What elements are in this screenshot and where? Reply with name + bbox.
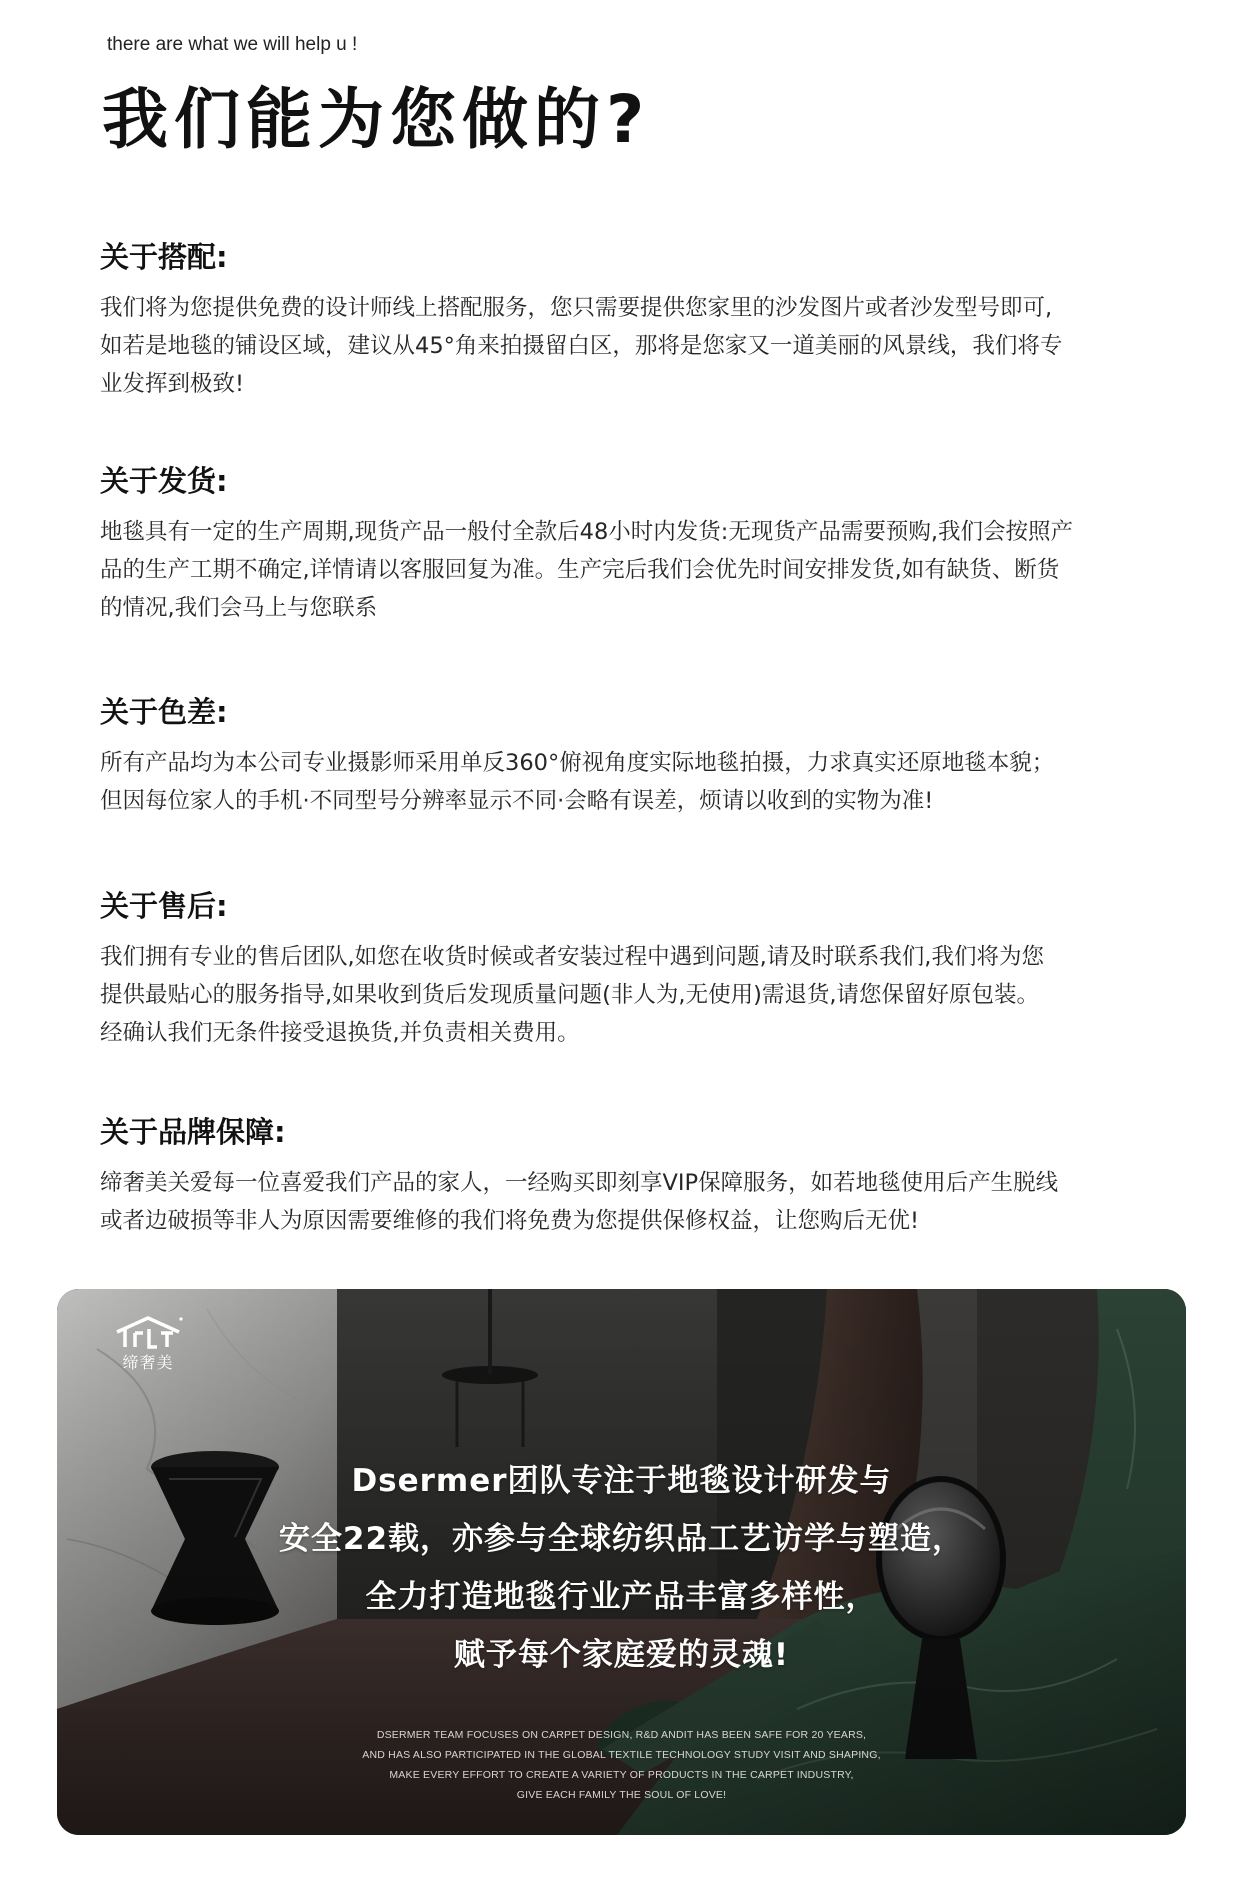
section-body-matching [100, 289, 1160, 403]
tagline: there are what we will help u ! [107, 34, 358, 55]
body-line: 的情况,我们会马上与您联系 [100, 594, 378, 621]
section-matching [100, 240, 1160, 403]
body-line: 地毯具有一定的生产周期,现货产品一般付全款后48小时内发货:无现货产品需要预购,我们会按照产 [100, 518, 1074, 545]
english-line: GIVE EACH FAMILY THE SOUL OF LOVE! [516, 1789, 727, 1801]
section-heading-color-difference: 关于色差: [100, 695, 228, 729]
section-shipping [100, 464, 1160, 627]
slogan-line: 赋予每个家庭爱的灵魂! [453, 1637, 790, 1673]
page-title: 我们能为您做的? [102, 81, 651, 158]
body-line: 我们拥有专业的售后团队,如您在收货时候或者安装过程中遇到问题,请及时联系我们,我们将为您 [100, 943, 1044, 970]
brand-banner [57, 1289, 1186, 1835]
section-brand-guarantee [100, 1115, 1160, 1240]
body-line: 如若是地毯的铺设区域，建议从45°角来拍摄留白区，那将是您家又一道美丽的风景线，我们将专 [100, 332, 1063, 359]
body-line: 业发挥到极致! [100, 370, 245, 397]
body-line: 我们将为您提供免费的设计师线上搭配服务，您只需要提供您家里的沙发图片或者沙发型号即可, [100, 294, 1053, 321]
section-heading-matching: 关于搭配: [100, 240, 228, 274]
body-line: 缔奢美关爱每一位喜爱我们产品的家人，一经购买即刻享VIP保障服务，如若地毯使用后产生脱线 [100, 1169, 1059, 1196]
body-line: 或者边破损等非人为原因需要维修的我们将免费为您提供保修权益，让您购后无优! [100, 1207, 920, 1234]
section-heading-shipping: 关于发货: [100, 464, 228, 498]
brand-logo [103, 1315, 193, 1373]
banner-english-text [57, 1725, 1186, 1805]
section-heading-after-sales: 关于售后: [100, 889, 228, 923]
section-after-sales [100, 889, 1160, 1052]
section-color-difference [100, 695, 1160, 820]
english-line: AND HAS ALSO PARTICIPATED IN THE GLOBAL TEXTILE TECHNOLOGY STUDY VISIT AND SHAPING, [362, 1749, 881, 1761]
banner-slogan [57, 1452, 1186, 1684]
section-body-color-difference [100, 744, 1160, 820]
section-body-shipping [100, 513, 1160, 627]
section-body-brand-guarantee [100, 1164, 1160, 1240]
section-heading-brand-guarantee: 关于品牌保障: [100, 1115, 286, 1149]
english-line: DSERMER TEAM FOCUSES ON CARPET DESIGN, R&D ANDIT HAS BEEN SAFE FOR 20 YEARS, [376, 1729, 867, 1741]
section-body-after-sales [100, 938, 1160, 1052]
body-line: 经确认我们无条件接受退换货,并负责相关费用。 [100, 1019, 580, 1046]
brand-logo-text: 缔奢美 [122, 1353, 174, 1372]
body-line: 所有产品均为本公司专业摄影师采用单反360°俯视角度实际地毯拍摄，力求真实还原地毯本貌； [100, 749, 1055, 776]
slogan-line: 全力打造地毯行业产品丰富多样性， [365, 1579, 878, 1615]
house-logo-icon [113, 1315, 183, 1349]
slogan-line: Dsermer团队专注于地毯设计研发与 [351, 1463, 892, 1499]
slogan-line: 安全22载，亦参与全球纺织品工艺访学与塑造， [278, 1521, 965, 1557]
english-line: MAKE EVERY EFFORT TO CREATE A VARIETY OF PRODUCTS IN THE CARPET INDUSTRY, [389, 1769, 854, 1781]
body-line: 品的生产工期不确定,详情请以客服回复为准。生产完后我们会优先时间安排发货,如有缺货、断货 [100, 556, 1060, 583]
body-line: 但因每位家人的手机·不同型号分辨率显示不同·会略有误差，烦请以收到的实物为准! [100, 787, 934, 814]
body-line: 提供最贴心的服务指导,如果收到货后发现质量问题(非人为,无使用)需退货,请您保留好原包装。 [100, 981, 1040, 1008]
